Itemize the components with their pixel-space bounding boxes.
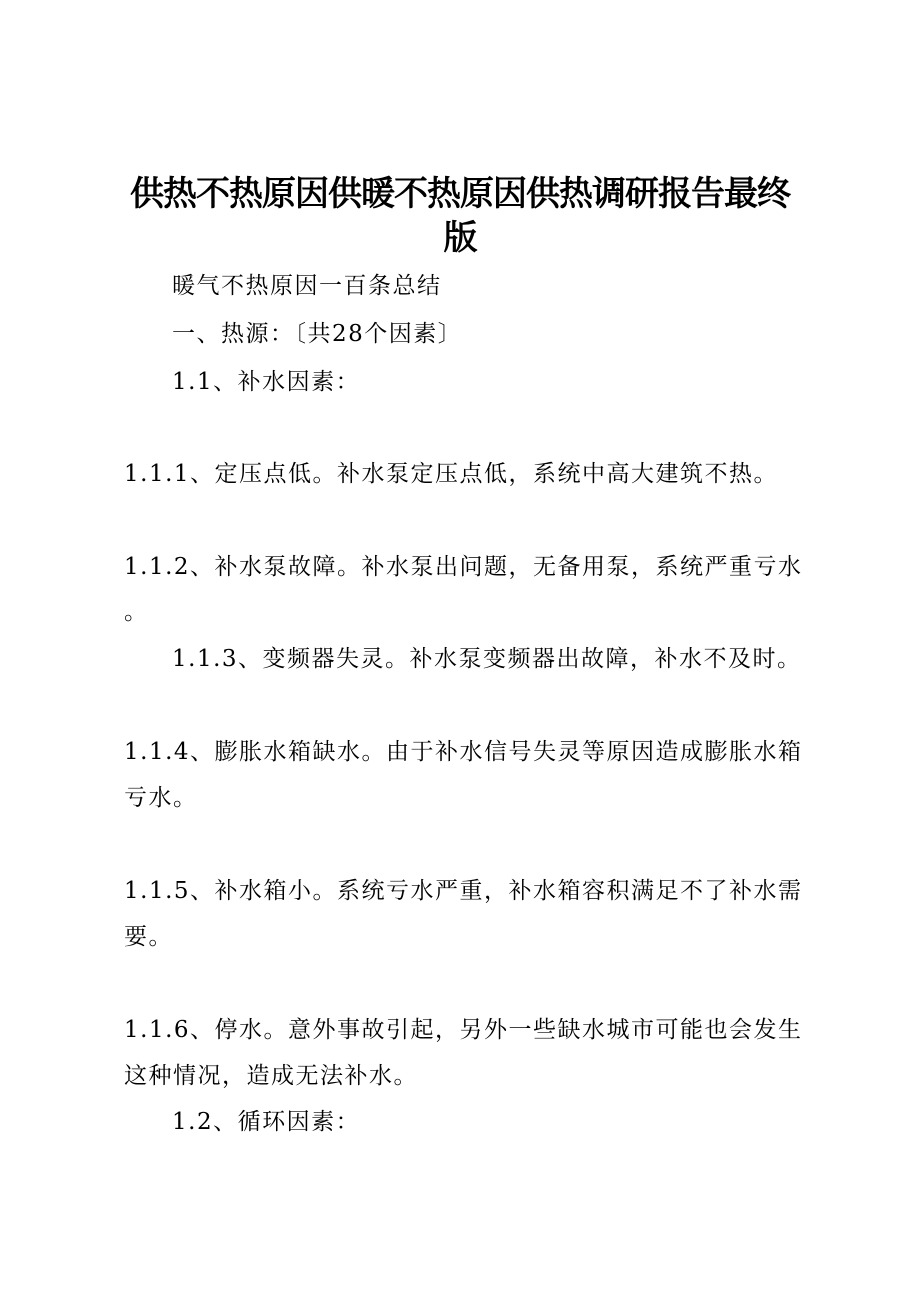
document-title-line-2: 版 [443, 218, 477, 258]
item-1-1-2-continued: 。 [124, 599, 149, 625]
document-title-line-1: 供热不热原因供暖不热原因供热调研报告最终 [130, 174, 790, 214]
item-1-1-6-continued: 这种情况，造成无法补水。 [124, 1063, 418, 1089]
sub-heading-1-2: 1.2、循环因素： [172, 1109, 361, 1135]
item-1-1-2: 1.1.2、补水泵故障。补水泵出问题，无备用泵，系统严重亏水 [124, 554, 803, 580]
item-1-1-4: 1.1.4、膨胀水箱缺水。由于补水信号失灵等原因造成膨胀水箱 [124, 739, 803, 765]
intro-paragraph: 暖气不热原因一百条总结 [172, 273, 442, 299]
item-1-1-6: 1.1.6、停水。意外事故引起，另外一些缺水城市可能也会发生 [124, 1017, 803, 1043]
item-1-1-5: 1.1.5、补水箱小。系统亏水严重，补水箱容积满足不了补水需 [124, 878, 803, 904]
item-1-1-5-continued: 要。 [124, 924, 173, 950]
item-1-1-3: 1.1.3、变频器失灵。补水泵变频器出故障，补水不及时。 [172, 646, 802, 672]
item-1-1-1: 1.1.1、定压点低。补水泵定压点低，系统中高大建筑不热。 [124, 461, 779, 487]
sub-heading-1-1: 1.1、补水因素： [172, 369, 361, 395]
item-1-1-4-continued: 亏水。 [124, 785, 198, 811]
section-heading-heat-source: 一、热源：〔共28个因素〕 [172, 321, 463, 347]
